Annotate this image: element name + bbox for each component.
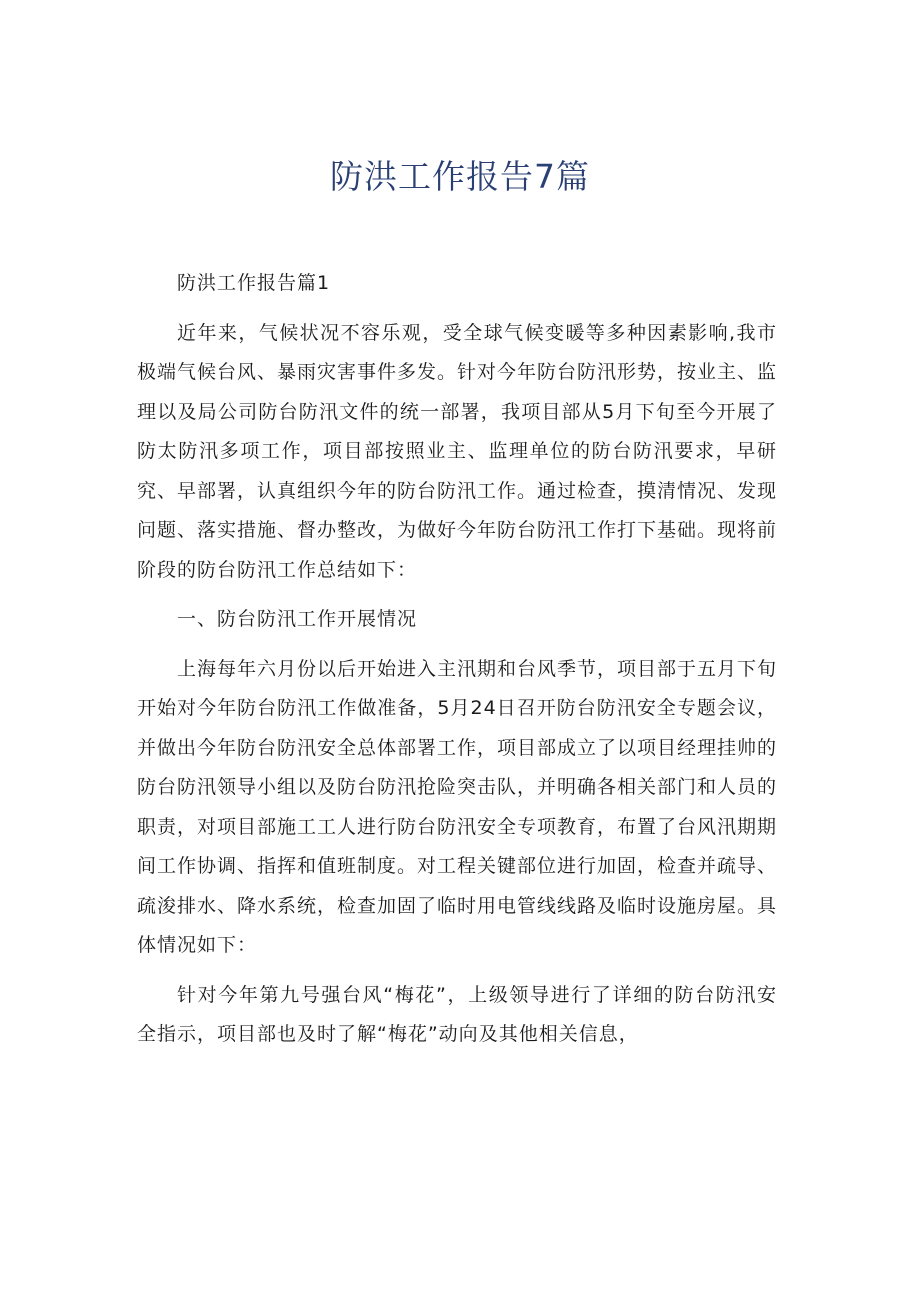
subsection-heading: 一、防台防汛工作开展情况 [177, 608, 418, 630]
body-paragraph: 针对今年第九号强台风“梅花”，上级领导进行了详细的防台防汛安全指示，项目部也及时了解“梅花”动向及其他相关信息， [137, 983, 777, 1045]
body-paragraph: 近年来，气候状况不容乐观，受全球气候变暖等多种因素影响,我市极端气候台风、暴雨灾害事件多发。针对今年防台防汛形势，按业主、监理以及局公司防台防汛文件的统一部署，我项目部从5月下旬至今开展了防太防汛多项工作，项目部按照业主、监理单位的防台防汛要求，早研究、早部署，认真组织今年的防台防汛工作。通过检查，摸清情况、发现问题、落实措施、督办整改，为做好今年防台防汛工作打下基础。现将前阶段的防台防汛工作总结如下： [137, 321, 778, 581]
section-heading: 防洪工作报告篇1 [177, 272, 331, 294]
body-paragraph: 上海每年六月份以后开始进入主汛期和台风季节，项目部于五月下旬开始对今年防台防汛工作做准备，5月24日召开防台防汛安全专题会议，并做出今年防台防汛安全总体部署工作，项目部成立了以项目经理挂帅的防台防汛领导小组以及防台防汛抢险突击队，并明确各相关部门和人员的职责，对项目部施工工人进行防台防汛安全专项教育，布置了台风汛期期间工作协调、指挥和值班制度。对工程关键部位进行加固，检查并疏导、疏浚排水、降水系统，检查加固了临时用电管线线路及临时设施房屋。具体情况如下： [137, 657, 778, 956]
document-title: 防洪工作报告7篇 [330, 157, 590, 196]
document-body [137, 264, 777, 1065]
